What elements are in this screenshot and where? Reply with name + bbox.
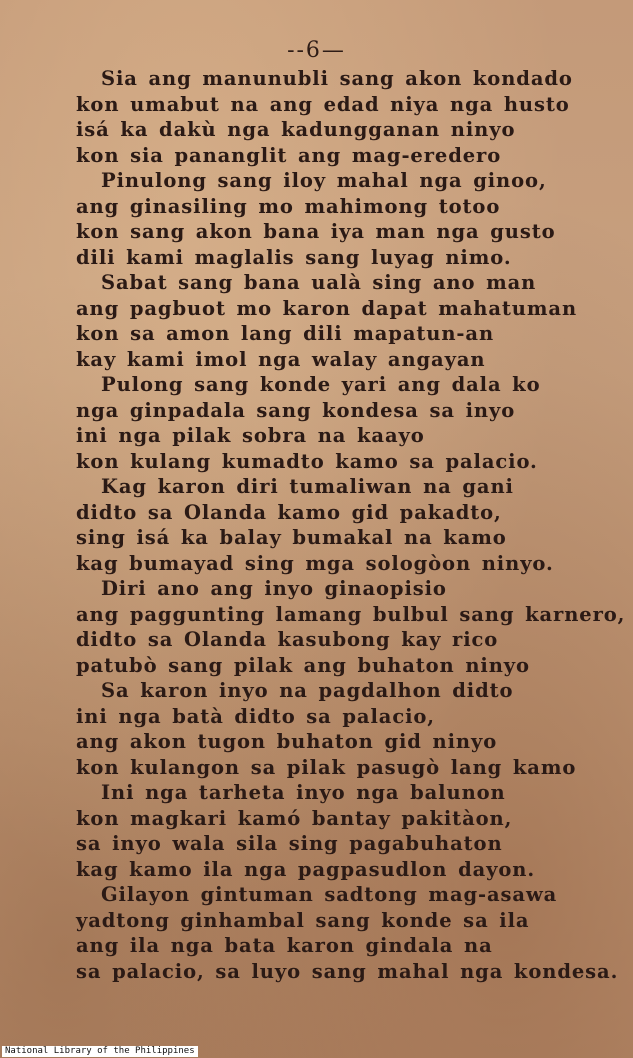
poem-line: Diri ano ang inyo ginaopisio bbox=[101, 577, 447, 600]
poem-line: ang ginasiling mo mahimong totoo bbox=[76, 194, 501, 218]
poem-line: sa palacio, sa luyo sang mahal nga kondesa. bbox=[76, 959, 619, 983]
poem-line: ini nga batà didto sa palacio, bbox=[76, 704, 435, 728]
poem-line: kay kami imol nga walay angayan bbox=[76, 347, 486, 371]
poem-line: kon kulang kumadto kamo sa palacio. bbox=[76, 449, 538, 473]
poem-line: sa inyo wala sila sing pagabuhaton bbox=[76, 832, 503, 855]
poem-line: yadtong ginhambal sang konde sa ila bbox=[76, 908, 530, 932]
poem-line: kon magkari kamó bantay pakitàon, bbox=[76, 806, 513, 830]
poem-line: isá ka dakù nga kadungganan ninyo bbox=[76, 118, 516, 141]
poem-line: ang akon tugon buhaton gid ninyo bbox=[76, 730, 498, 753]
poem-line: patubò sang pilak ang buhaton ninyo bbox=[76, 653, 530, 677]
poem-line: kon sang akon bana iya man nga gusto bbox=[76, 220, 556, 243]
poem-line: Sia ang manunubli sang akon kondado bbox=[101, 67, 573, 90]
poem-line: sing isá ka balay bumakal na kamo bbox=[76, 526, 507, 549]
poem-text bbox=[0, 66, 633, 984]
poem-line: nga ginpadala sang kondesa sa inyo bbox=[76, 398, 516, 422]
library-credit: National Library of the Philippines bbox=[2, 1046, 198, 1057]
poem-line: Kag karon diri tumaliwan na gani bbox=[101, 475, 514, 498]
poem-line: Gilayon gintuman sadtong mag-asawa bbox=[101, 883, 558, 906]
poem-line: ini nga pilak sobra na kaayo bbox=[76, 424, 425, 447]
poem-line: kag kamo ila nga pagpasudlon dayon. bbox=[76, 857, 536, 881]
poem-line: kon kulangon sa pilak pasugò lang kamo bbox=[76, 755, 577, 779]
poem-line: ang pagbuot mo karon dapat mahatuman bbox=[76, 296, 578, 320]
poem-line: ang paggunting lamang bulbul sang karnero, bbox=[76, 602, 626, 626]
poem-line: Ini nga tarheta inyo nga balunon bbox=[101, 781, 506, 804]
poem-line: kon umabut na ang edad niya nga husto bbox=[76, 92, 570, 116]
poem-line: Sa karon inyo na pagdalhon didto bbox=[101, 679, 514, 702]
page-number: --6— bbox=[287, 38, 346, 63]
poem-line: kon sia pananglit ang mag-eredero bbox=[76, 143, 502, 167]
poem-line: kon sa amon lang dili mapatun-an bbox=[76, 322, 495, 345]
poem-line: dili kami maglalis sang luyag nimo. bbox=[76, 245, 512, 269]
poem-line: Pulong sang konde yari ang dala ko bbox=[101, 373, 541, 396]
poem-line: didto sa Olanda kasubong kay rico bbox=[76, 628, 499, 651]
poem-line: Sabat sang bana ualà sing ano man bbox=[101, 271, 537, 294]
poem-line: kag bumayad sing mga sologòon ninyo. bbox=[76, 551, 554, 575]
poem-line: ang ila nga bata karon gindala na bbox=[76, 934, 493, 957]
poem-line: didto sa Olanda kamo gid pakadto, bbox=[76, 500, 502, 524]
poem-line: Pinulong sang iloy mahal nga ginoo, bbox=[101, 169, 547, 192]
